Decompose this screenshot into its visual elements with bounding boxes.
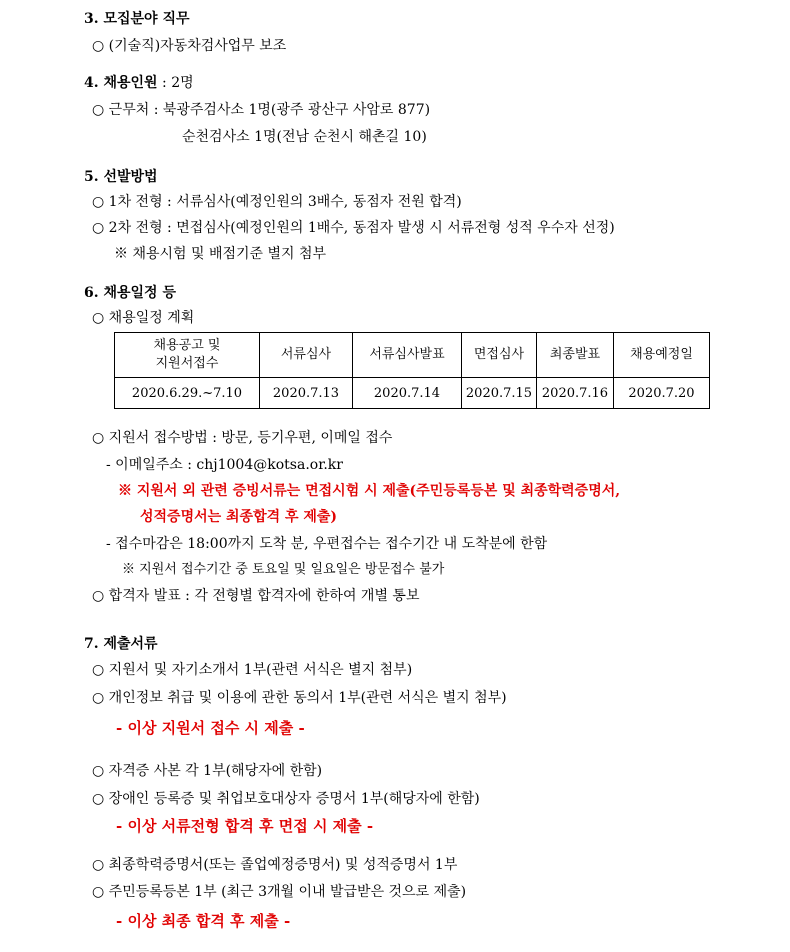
section-3-item: ○ (기술직)자동차검사업무 보조 [92,38,287,54]
section-4-title-value: : 2명 [157,75,194,91]
red-note-line-2: 성적증명서는 최종합격 후 제출) [140,509,338,525]
doc-item: ○ 주민등록등본 1부 (최근 3개월 이내 발급받은 것으로 제출) [92,884,467,900]
section-3-title: 3. 모집분야 직무 [84,11,190,27]
doc-group-note: - 이상 최종 합격 후 제출 - [116,912,291,930]
schedule-header-row [115,333,710,378]
doc-item: ○ 개인정보 취급 및 이용에 관한 동의서 1부(관련 서식은 별지 첨부) [92,690,507,706]
weekend-note: ※ 지원서 접수기간 중 토요일 및 일요일은 방문접수 불가 [122,562,445,577]
section-4-item-1: ○ 근무처 : 북광주검사소 1명(광주 광산구 사암로 877) [92,102,431,118]
schedule-data-cell: 2020.6.29.~7.10 [115,378,260,409]
email-address: - 이메일주소 : chj1004@kotsa.or.kr [106,457,343,473]
doc-group-note: - 이상 지원서 접수 시 제출 - [116,719,305,737]
red-note-line-1: ※ 지원서 외 관련 증빙서류는 면접시험 시 제출(주민등록등본 및 최종학력증명서, [118,483,621,499]
deadline-note: - 접수마감은 18:00까지 도착 분, 우편접수는 접수기간 내 도착분에 한함 [106,536,548,552]
section-7-title: 7. 제출서류 [84,636,158,652]
schedule-data-cell: 2020.7.20 [614,378,710,409]
schedule-data-cell: 2020.7.14 [353,378,462,409]
section-4-title [84,74,194,92]
doc-item: ○ 장애인 등록증 및 취업보호대상자 증명서 1부(해당자에 한함) [92,791,480,807]
doc-group-note: - 이상 서류전형 합격 후 면접 시 제출 - [116,817,374,835]
schedule-header-cell: 면접심사 [462,333,537,378]
section-4-title-main: 4. 채용인원 [84,75,158,91]
apply-method: ○ 지원서 접수방법 : 방문, 등기우편, 이메일 접수 [92,430,393,446]
schedule-plan-label: ○ 채용일정 계획 [92,310,195,326]
doc-item: ○ 최종학력증명서(또는 졸업예정증명서) 및 성적증명서 1부 [92,857,458,873]
section-5-title: 5. 선발방법 [84,169,158,185]
schedule-table [114,332,710,409]
section-4-item-2: 순천검사소 1명(전남 순천시 해촌길 10) [182,129,427,145]
schedule-header-cell: 서류심사 [260,333,353,378]
announce-note: ○ 합격자 발표 : 각 전형별 합격자에 한하여 개별 통보 [92,588,420,604]
schedule-header-cell: 최종발표 [537,333,614,378]
section-5-item-2: ○ 2차 전형 : 면접심사(예정인원의 1배수, 동점자 발생 시 서류전형 성적 우수자 선정) [92,220,615,236]
schedule-data-cell: 2020.7.16 [537,378,614,409]
schedule-header-cell: 채용공고 및 지원서접수 [115,333,260,378]
schedule-data-cell: 2020.7.13 [260,378,353,409]
schedule-data-cell: 2020.7.15 [462,378,537,409]
schedule-header-cell: 채용예정일 [614,333,710,378]
schedule-data-row [115,378,710,409]
section-5-item-1: ○ 1차 전형 : 서류심사(예정인원의 3배수, 동점자 전원 합격) [92,194,462,210]
doc-item: ○ 자격증 사본 각 1부(해당자에 한함) [92,763,323,779]
section-6-title: 6. 채용일정 등 [84,285,176,301]
schedule-header-cell: 서류심사발표 [353,333,462,378]
section-5-note: ※ 채용시험 및 배점기준 별지 첨부 [114,246,327,262]
doc-item: ○ 지원서 및 자기소개서 1부(관련 서식은 별지 첨부) [92,662,413,678]
